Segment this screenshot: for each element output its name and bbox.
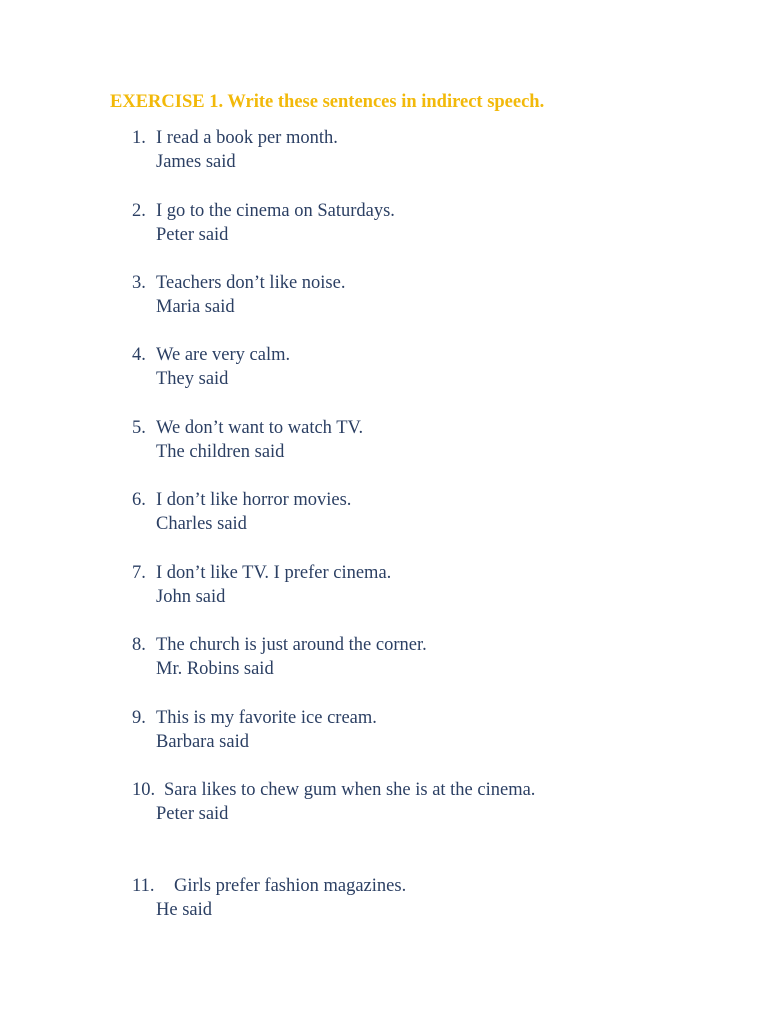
exercise-item-5	[132, 416, 364, 462]
exercise-item-10	[132, 778, 536, 824]
item-sentence: I don’t like horror movies.	[156, 490, 352, 510]
exercise-item-11	[132, 874, 407, 920]
item-sentence: We are very calm.	[156, 345, 291, 365]
item-number: 11.	[132, 876, 155, 896]
item-number: 2.	[132, 201, 146, 221]
item-answer-prompt: Barbara said	[156, 732, 249, 752]
exercise-item-8	[132, 633, 427, 679]
exercise-item-9	[132, 706, 377, 752]
exercise-title: EXERCISE 1. Write these sentences in indirect speech.	[110, 92, 545, 112]
item-number: 6.	[132, 490, 146, 510]
item-number: 8.	[132, 635, 146, 655]
item-answer-prompt: John said	[156, 587, 226, 607]
item-sentence: I go to the cinema on Saturdays.	[156, 201, 395, 221]
item-sentence: We don’t want to watch TV.	[156, 418, 364, 438]
exercise-item-1	[132, 126, 338, 172]
item-sentence: Teachers don’t like noise.	[156, 273, 346, 293]
exercise-item-6	[132, 488, 352, 534]
item-sentence: Sara likes to chew gum when she is at the cinema.	[164, 780, 536, 800]
item-answer-prompt: Maria said	[156, 297, 235, 317]
exercise-item-4	[132, 343, 291, 389]
item-answer-prompt: They said	[156, 369, 229, 389]
item-number: 10.	[132, 780, 156, 800]
item-number: 7.	[132, 563, 146, 583]
item-answer-prompt: James said	[156, 152, 236, 172]
exercise-item-2	[132, 199, 395, 245]
item-number: 3.	[132, 273, 146, 293]
exercise-item-3	[132, 271, 346, 317]
item-sentence: I don’t like TV. I prefer cinema.	[156, 563, 392, 583]
item-sentence: Girls prefer fashion magazines.	[174, 876, 407, 896]
item-answer-prompt: The children said	[156, 442, 285, 462]
item-number: 1.	[132, 128, 146, 148]
exercise-item-7	[132, 561, 392, 607]
item-sentence: This is my favorite ice cream.	[156, 708, 377, 728]
item-answer-prompt: Mr. Robins said	[156, 659, 274, 679]
item-answer-prompt: Peter said	[156, 225, 229, 245]
item-answer-prompt: Peter said	[156, 804, 229, 824]
item-answer-prompt: He said	[156, 900, 212, 920]
item-sentence: I read a book per month.	[156, 128, 338, 148]
item-answer-prompt: Charles said	[156, 514, 247, 534]
item-number: 9.	[132, 708, 146, 728]
item-number: 5.	[132, 418, 146, 438]
item-number: 4.	[132, 345, 146, 365]
item-sentence: The church is just around the corner.	[156, 635, 427, 655]
